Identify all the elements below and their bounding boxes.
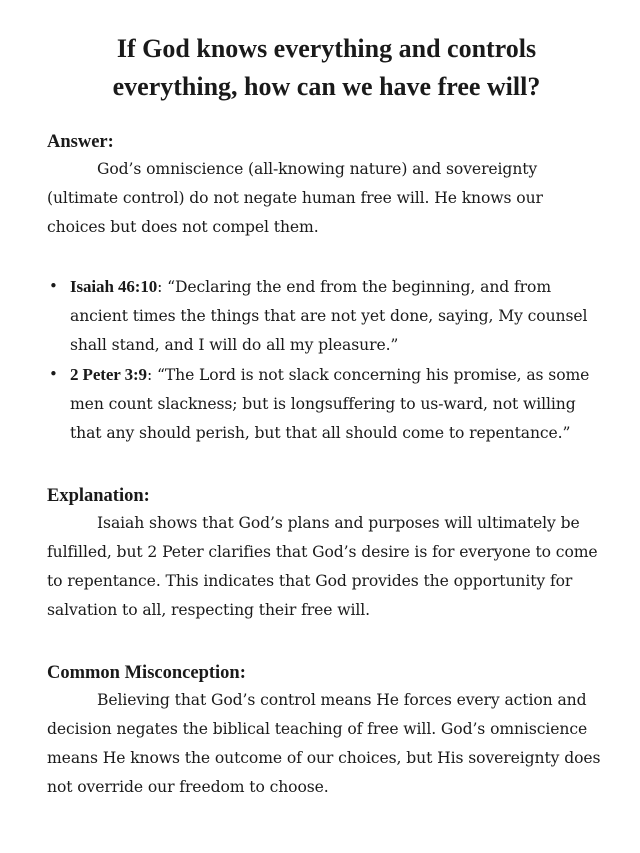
verse-reference: 2 Peter 3:9 (70, 365, 147, 384)
scripture-list (47, 272, 606, 448)
bullet-icon: • (49, 365, 58, 383)
explanation-text: Isaiah shows that God’s plans and purposes will ultimately be fulfilled, but 2 Peter clarifies that God’s desire is for everyone to come to repentance. This indicates that God provides the opportunity for salvation to all, respecting their free will. (47, 514, 598, 619)
verse-separator: : (157, 278, 168, 296)
verse-quote: “The Lord is not slack concerning his promise, as some men count slackness; but is longsuffering to us-ward, not willing that any should perish, but that all should come to repentance.” (70, 366, 590, 442)
misconception-heading: Common Misconception: (47, 663, 246, 683)
verse-separator: : (146, 366, 157, 384)
answer-text: God’s omniscience (all-knowing nature) and sovereignty (ultimate control) do not negate human free will. He knows our choices but does not compel them. (47, 160, 543, 236)
list-item (47, 360, 606, 448)
answer-section (47, 130, 606, 242)
answer-heading: Answer: (47, 132, 114, 152)
explanation-heading: Explanation: (47, 486, 150, 506)
verse-reference: Isaiah 46:10 (70, 277, 158, 296)
list-item (47, 272, 606, 360)
bullet-icon: • (49, 277, 58, 295)
explanation-section (47, 484, 606, 625)
verse-quote: “Declaring the end from the beginning, and from ancient times the things that are not yet done, saying, My counsel shall stand, and I will do all my pleasure.” (70, 278, 588, 354)
page-title: If God knows everything and controls everything, how can we have free will? (112, 34, 541, 101)
misconception-section (47, 661, 606, 802)
misconception-text: Believing that God’s control means He forces every action and decision negates the biblical teaching of free will. God’s omniscience means He knows the outcome of our choices, but His sovereignty does not override our freedom to choose. (47, 691, 601, 796)
